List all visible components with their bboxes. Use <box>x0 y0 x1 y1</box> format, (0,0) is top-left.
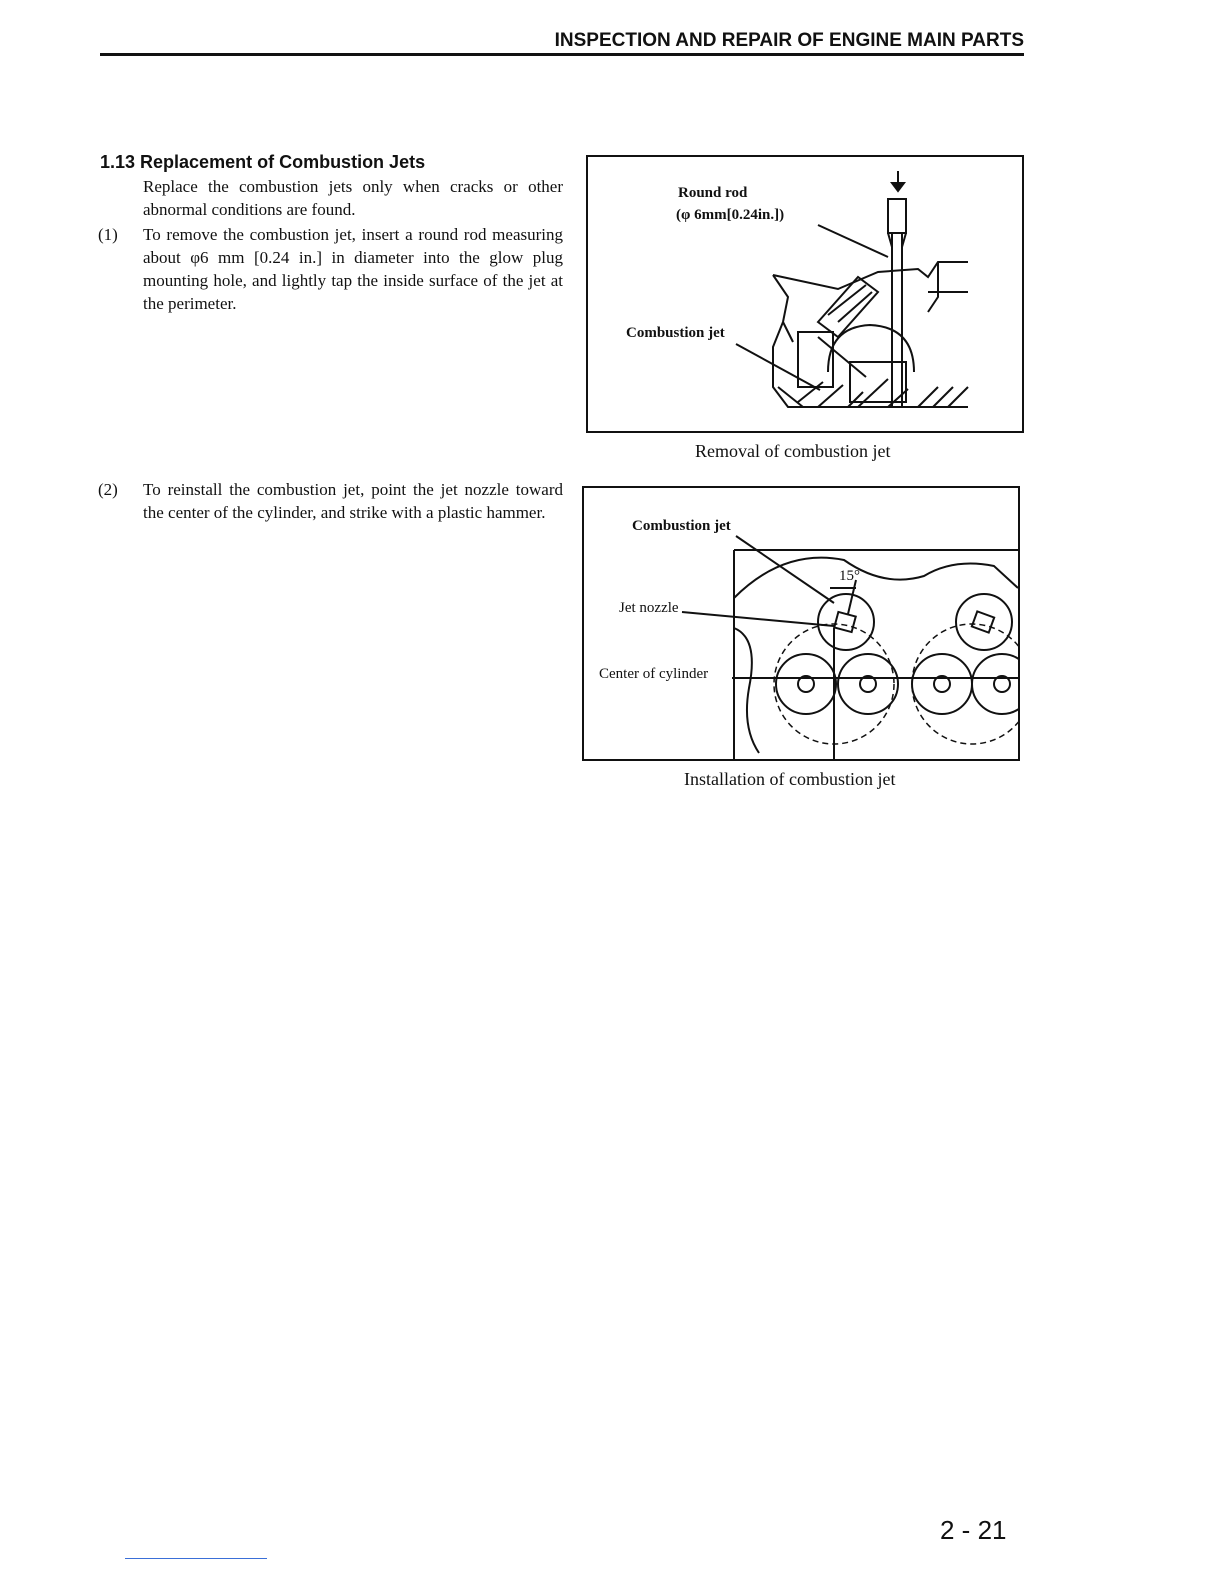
removal-diagram <box>588 157 1022 431</box>
combustion-jet-label-2: Combustion jet <box>632 518 731 534</box>
step-1-text: To remove the combustion jet, insert a round rod measuring about φ6 mm [0.24 in.] in diameter into the glow plug mounting hole, and lightly tap the inside surface of the jet at the perimeter. <box>143 225 563 313</box>
step-2-number: (2) <box>98 480 118 499</box>
center-of-cylinder-label: Center of cylinder <box>599 666 709 682</box>
step-1-number: (1) <box>98 225 118 244</box>
removal-caption: Removal of combustion jet <box>695 441 891 461</box>
section-heading: 1.13 Replacement of Combustion Jets <box>100 152 426 172</box>
step-2-text: To reinstall the combustion jet, point the jet nozzle toward the center of the cylinder, and strike with a plastic hammer. <box>143 480 563 522</box>
angle-label: 15° <box>839 568 860 584</box>
page-number: 2 - 21 <box>940 1515 1007 1545</box>
footer-link-line <box>125 1558 267 1559</box>
round-rod-label: Round rod <box>678 185 748 201</box>
installation-caption: Installation of combustion jet <box>684 769 896 789</box>
rod-size-label: (φ 6mm[0.24in.]) <box>676 207 785 223</box>
header-rule <box>100 53 1024 56</box>
page-header-title: INSPECTION AND REPAIR OF ENGINE MAIN PARTS <box>554 30 1024 51</box>
combustion-jet-label: Combustion jet <box>626 325 725 341</box>
section-intro: Replace the combustion jets only when cracks or other abnormal conditions are found. <box>143 177 563 219</box>
removal-figure <box>586 155 1024 433</box>
jet-nozzle-label: Jet nozzle <box>619 600 679 616</box>
installation-figure <box>582 486 1020 761</box>
